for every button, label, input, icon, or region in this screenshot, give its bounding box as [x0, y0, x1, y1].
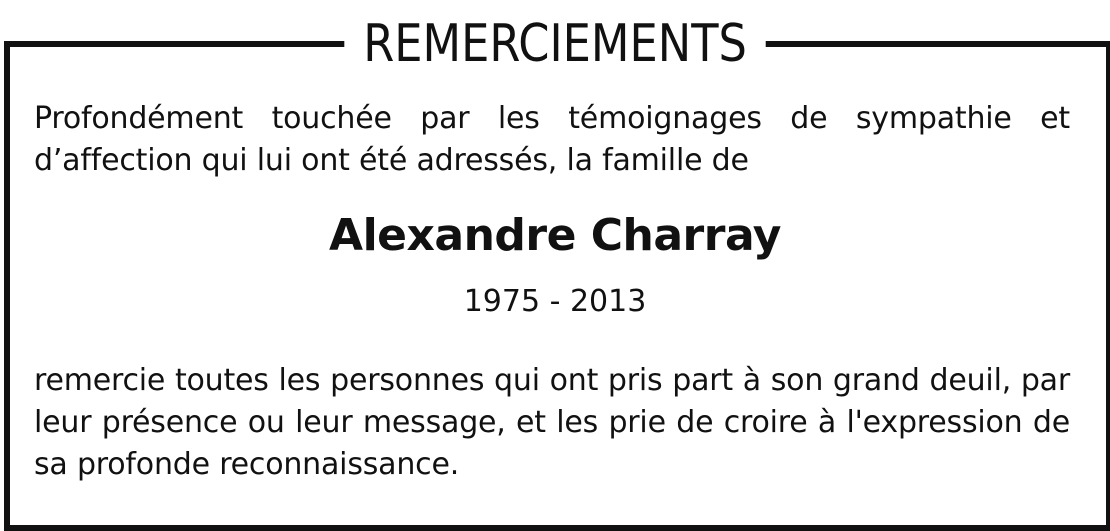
closing-line-1: remercie toutes les personnes qui ont pris part à son grand deuil, par	[34, 363, 1070, 398]
life-dates: 1975 - 2013	[463, 284, 647, 319]
intro-paragraph	[34, 98, 1070, 182]
closing-line-3: sa profonde reconnaissance.	[34, 447, 460, 482]
intro-line-2: d’affection qui lui ont été adressés, la famille de	[34, 143, 749, 178]
title-wrapper	[0, 8, 1110, 80]
notice-title: REMERCIEMENTS	[344, 8, 766, 80]
closing-line-2: leur présence ou leur message, et les prie de croire à l'expression de	[34, 405, 1070, 440]
deceased-name: Alexandre Charray	[329, 210, 781, 261]
intro-line-1: Profondément touchée par les témoignages de sympathie et	[34, 101, 1070, 136]
closing-paragraph	[34, 360, 1070, 486]
